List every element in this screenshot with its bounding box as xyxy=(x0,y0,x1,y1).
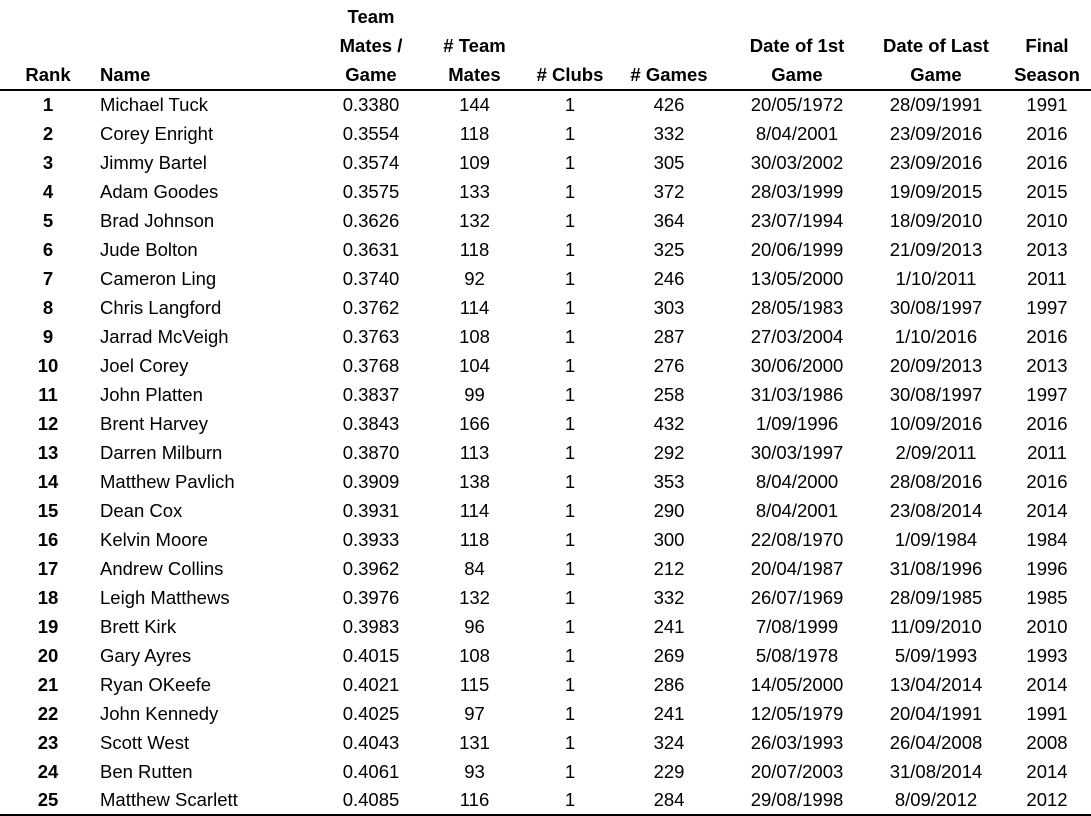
cell-name: Jarrad McVeigh xyxy=(100,325,229,347)
cell-final-season: 2014 xyxy=(1026,760,1068,782)
cell-num-team-mates: 131 xyxy=(459,731,490,753)
cell-date-last-game: 2/09/2011 xyxy=(895,441,977,463)
table-row xyxy=(0,554,1091,583)
cell-num-team-mates: 93 xyxy=(464,760,485,782)
cell-num-games: 426 xyxy=(653,94,685,115)
cell-date-last-game: 31/08/2014 xyxy=(889,760,983,782)
cell-final-season: 1991 xyxy=(1026,702,1068,724)
cell-num-team-mates: 144 xyxy=(459,94,490,115)
cell-num-clubs: 1 xyxy=(564,180,576,202)
header-num-games xyxy=(613,2,725,90)
cell-date-first-game: 8/04/2000 xyxy=(755,470,839,492)
cell-rank: 25 xyxy=(37,789,59,810)
cell-final-season: 2014 xyxy=(1026,673,1068,695)
cell-num-games: 284 xyxy=(653,789,685,810)
table-row xyxy=(0,380,1091,409)
cell-rank: 6 xyxy=(42,238,54,260)
cell-rank: 18 xyxy=(37,586,59,608)
cell-date-last-game: 26/04/2008 xyxy=(889,731,983,753)
cell-rank: 14 xyxy=(37,470,59,492)
cell-num-games: 300 xyxy=(653,528,685,550)
cell-rank: 5 xyxy=(42,209,54,231)
cell-num-games: 241 xyxy=(653,615,685,637)
cell-num-games: 287 xyxy=(653,325,685,347)
cell-num-games: 286 xyxy=(653,673,685,695)
cell-num-team-mates: 114 xyxy=(459,296,490,318)
cell-team-mates-per-game: 0.4021 xyxy=(342,673,400,695)
table-row xyxy=(0,467,1091,496)
cell-final-season: 2012 xyxy=(1026,789,1068,810)
cell-num-team-mates: 108 xyxy=(459,644,490,666)
table-row xyxy=(0,177,1091,206)
cell-num-games: 290 xyxy=(653,499,685,521)
cell-date-first-game: 1/09/1996 xyxy=(755,412,839,434)
table-row xyxy=(0,409,1091,438)
cell-final-season: 1991 xyxy=(1026,94,1068,115)
cell-name: Andrew Collins xyxy=(100,557,224,579)
table-row xyxy=(0,438,1091,467)
cell-team-mates-per-game: 0.3380 xyxy=(342,94,400,115)
header-date-first-game xyxy=(725,2,869,90)
cell-rank: 12 xyxy=(37,412,59,434)
cell-final-season: 1997 xyxy=(1026,296,1068,318)
table-row xyxy=(0,641,1091,670)
cell-name: Dean Cox xyxy=(100,499,183,521)
cell-num-clubs: 1 xyxy=(564,354,576,376)
cell-rank: 17 xyxy=(37,557,59,579)
cell-num-clubs: 1 xyxy=(564,122,576,144)
cell-num-games: 332 xyxy=(653,586,685,608)
cell-date-last-game: 20/04/1991 xyxy=(889,702,983,724)
cell-team-mates-per-game: 0.3768 xyxy=(342,354,400,376)
cell-final-season: 2016 xyxy=(1026,325,1068,347)
cell-num-team-mates: 115 xyxy=(459,673,490,695)
cell-name: Scott West xyxy=(100,731,190,753)
cell-date-first-game: 23/07/1994 xyxy=(750,209,844,231)
cell-num-clubs: 1 xyxy=(564,702,576,724)
header-rank xyxy=(0,2,96,90)
cell-num-team-mates: 109 xyxy=(459,151,490,173)
cell-num-games: 372 xyxy=(653,180,685,202)
cell-team-mates-per-game: 0.3962 xyxy=(342,557,400,579)
table-row xyxy=(0,293,1091,322)
cell-num-games: 353 xyxy=(653,470,685,492)
table-row xyxy=(0,612,1091,641)
cell-rank: 21 xyxy=(37,673,59,695)
table-row xyxy=(0,728,1091,757)
cell-rank: 9 xyxy=(42,325,54,347)
cell-rank: 1 xyxy=(42,94,54,115)
cell-date-first-game: 5/08/1978 xyxy=(755,644,839,666)
header-season-line-1: Final xyxy=(1025,35,1069,56)
cell-name: Cameron Ling xyxy=(100,267,217,289)
cell-num-games: 269 xyxy=(653,644,685,666)
header-tmpg-line-3: Game xyxy=(345,64,397,85)
cell-team-mates-per-game: 0.3631 xyxy=(342,238,400,260)
table-row xyxy=(0,670,1091,699)
cell-num-clubs: 1 xyxy=(564,383,576,405)
cell-date-first-game: 20/04/1987 xyxy=(750,557,844,579)
cell-num-team-mates: 138 xyxy=(459,470,490,492)
header-team-mates-line-1: # Team xyxy=(443,35,506,56)
cell-date-first-game: 14/05/2000 xyxy=(750,673,844,695)
cell-rank: 7 xyxy=(42,267,54,289)
cell-name: Darren Milburn xyxy=(100,441,223,463)
cell-name: Jimmy Bartel xyxy=(100,151,207,173)
cell-team-mates-per-game: 0.4061 xyxy=(342,760,400,782)
cell-final-season: 2010 xyxy=(1026,209,1068,231)
cell-num-games: 332 xyxy=(653,122,685,144)
cell-name: Brent Harvey xyxy=(100,412,208,434)
table-body xyxy=(0,90,1091,815)
cell-num-games: 229 xyxy=(653,760,685,782)
cell-name: Kelvin Moore xyxy=(100,528,208,550)
cell-name: Gary Ayres xyxy=(100,644,192,666)
cell-date-last-game: 13/04/2014 xyxy=(889,673,983,695)
header-season-line-2: Season xyxy=(1014,64,1080,85)
cell-date-first-game: 30/03/2002 xyxy=(750,151,844,173)
cell-num-team-mates: 166 xyxy=(459,412,490,434)
cell-rank: 4 xyxy=(42,180,54,202)
rankings-table xyxy=(0,2,1091,816)
cell-final-season: 2010 xyxy=(1026,615,1068,637)
cell-date-first-game: 31/03/1986 xyxy=(750,383,844,405)
cell-num-clubs: 1 xyxy=(564,644,576,666)
cell-num-team-mates: 96 xyxy=(464,615,485,637)
cell-team-mates-per-game: 0.3931 xyxy=(342,499,400,521)
cell-num-team-mates: 114 xyxy=(459,499,490,521)
cell-date-first-game: 28/05/1983 xyxy=(750,296,844,318)
cell-rank: 8 xyxy=(42,296,54,318)
cell-final-season: 2015 xyxy=(1026,180,1068,202)
cell-name: Michael Tuck xyxy=(100,94,208,115)
cell-num-team-mates: 108 xyxy=(459,325,490,347)
cell-date-first-game: 30/06/2000 xyxy=(750,354,844,376)
cell-date-last-game: 23/09/2016 xyxy=(889,151,983,173)
header-clubs-line: # Clubs xyxy=(536,64,604,85)
header-first-line-1: Date of 1st xyxy=(749,35,845,56)
cell-num-clubs: 1 xyxy=(564,412,576,434)
cell-team-mates-per-game: 0.4085 xyxy=(342,789,400,810)
table-row xyxy=(0,264,1091,293)
table-row xyxy=(0,699,1091,728)
header-num-clubs xyxy=(527,2,613,90)
cell-final-season: 2016 xyxy=(1026,412,1068,434)
header-last-line-1: Date of Last xyxy=(883,35,989,56)
header-last-line-2: Game xyxy=(910,64,962,85)
cell-date-first-game: 20/05/1972 xyxy=(750,94,844,115)
table-row xyxy=(0,525,1091,554)
cell-name: Adam Goodes xyxy=(100,180,219,202)
cell-date-first-game: 20/07/2003 xyxy=(750,760,844,782)
cell-rank: 23 xyxy=(37,731,59,753)
cell-date-first-game: 8/04/2001 xyxy=(755,122,839,144)
cell-team-mates-per-game: 0.3983 xyxy=(342,615,400,637)
header-games-line: # Games xyxy=(630,64,708,85)
header-team-mates-per-game xyxy=(320,2,422,90)
cell-name: Matthew Pavlich xyxy=(100,470,235,492)
cell-team-mates-per-game: 0.3574 xyxy=(342,151,400,173)
cell-final-season: 2013 xyxy=(1026,238,1068,260)
cell-final-season: 1993 xyxy=(1026,644,1068,666)
cell-date-last-game: 1/09/1984 xyxy=(894,528,978,550)
cell-name: Joel Corey xyxy=(100,354,189,376)
cell-name: Jude Bolton xyxy=(100,238,198,260)
cell-date-first-game: 12/05/1979 xyxy=(750,702,844,724)
cell-date-first-game: 13/05/2000 xyxy=(750,267,844,289)
cell-date-last-game: 21/09/2013 xyxy=(889,238,983,260)
cell-date-last-game: 31/08/1996 xyxy=(889,557,983,579)
cell-num-team-mates: 132 xyxy=(459,586,490,608)
cell-date-last-game: 1/10/2011 xyxy=(895,267,977,289)
cell-final-season: 1985 xyxy=(1026,586,1068,608)
cell-name: Chris Langford xyxy=(100,296,222,318)
cell-date-last-game: 10/09/2016 xyxy=(889,412,983,434)
cell-num-games: 325 xyxy=(653,238,685,260)
cell-num-clubs: 1 xyxy=(564,499,576,521)
cell-date-last-game: 28/09/1985 xyxy=(889,586,983,608)
cell-num-clubs: 1 xyxy=(564,151,576,173)
table-row xyxy=(0,235,1091,264)
header-tmpg-line-2: Mates / xyxy=(339,35,403,56)
cell-rank: 16 xyxy=(37,528,59,550)
cell-num-clubs: 1 xyxy=(564,731,576,753)
cell-num-games: 212 xyxy=(653,557,685,579)
cell-final-season: 2008 xyxy=(1026,731,1068,753)
cell-num-clubs: 1 xyxy=(564,615,576,637)
cell-team-mates-per-game: 0.4043 xyxy=(342,731,400,753)
table-row xyxy=(0,322,1091,351)
cell-date-first-game: 22/08/1970 xyxy=(750,528,844,550)
cell-num-team-mates: 116 xyxy=(459,789,490,810)
cell-name: John Kennedy xyxy=(100,702,219,724)
cell-team-mates-per-game: 0.3909 xyxy=(342,470,400,492)
table-row xyxy=(0,496,1091,525)
cell-num-team-mates: 118 xyxy=(459,528,490,550)
cell-num-clubs: 1 xyxy=(564,94,576,115)
cell-final-season: 2014 xyxy=(1026,499,1068,521)
cell-date-first-game: 26/03/1993 xyxy=(750,731,844,753)
cell-name: Brett Kirk xyxy=(100,615,177,637)
cell-team-mates-per-game: 0.4015 xyxy=(342,644,400,666)
cell-date-last-game: 30/08/1997 xyxy=(889,296,983,318)
cell-name: Corey Enright xyxy=(100,122,214,144)
cell-final-season: 2016 xyxy=(1026,470,1068,492)
cell-num-games: 324 xyxy=(653,731,685,753)
cell-num-team-mates: 104 xyxy=(459,354,490,376)
table-row xyxy=(0,583,1091,612)
cell-rank: 10 xyxy=(37,354,59,376)
cell-final-season: 2011 xyxy=(1027,441,1067,463)
header-team-mates-line-2: Mates xyxy=(448,64,501,85)
cell-num-games: 303 xyxy=(653,296,685,318)
cell-date-last-game: 23/09/2016 xyxy=(889,122,983,144)
cell-date-last-game: 5/09/1993 xyxy=(894,644,978,666)
cell-team-mates-per-game: 0.3762 xyxy=(342,296,400,318)
cell-num-clubs: 1 xyxy=(564,441,576,463)
cell-team-mates-per-game: 0.3575 xyxy=(342,180,400,202)
cell-num-clubs: 1 xyxy=(564,267,576,289)
cell-rank: 2 xyxy=(42,122,54,144)
table-row xyxy=(0,757,1091,786)
cell-final-season: 2013 xyxy=(1026,354,1068,376)
cell-num-games: 305 xyxy=(653,151,685,173)
cell-num-clubs: 1 xyxy=(564,325,576,347)
cell-rank: 19 xyxy=(37,615,59,637)
cell-num-team-mates: 118 xyxy=(459,238,490,260)
cell-num-clubs: 1 xyxy=(564,557,576,579)
header-final-season xyxy=(1003,2,1091,90)
cell-num-clubs: 1 xyxy=(564,296,576,318)
cell-num-games: 432 xyxy=(653,412,685,434)
cell-num-clubs: 1 xyxy=(564,760,576,782)
header-tmpg-line-1: Team xyxy=(347,6,395,27)
cell-num-team-mates: 92 xyxy=(464,267,485,289)
cell-team-mates-per-game: 0.3976 xyxy=(342,586,400,608)
cell-date-last-game: 23/08/2014 xyxy=(889,499,983,521)
cell-name: Ryan OKeefe xyxy=(100,673,212,695)
cell-num-games: 292 xyxy=(653,441,685,463)
cell-num-clubs: 1 xyxy=(564,528,576,550)
table-row xyxy=(0,786,1091,815)
cell-team-mates-per-game: 0.3870 xyxy=(342,441,400,463)
cell-num-clubs: 1 xyxy=(564,789,576,810)
cell-rank: 13 xyxy=(37,441,59,463)
cell-date-last-game: 19/09/2015 xyxy=(889,180,983,202)
cell-num-team-mates: 97 xyxy=(464,702,485,724)
cell-team-mates-per-game: 0.3843 xyxy=(342,412,400,434)
cell-name: Matthew Scarlett xyxy=(100,789,238,810)
cell-num-team-mates: 99 xyxy=(464,383,485,405)
cell-date-last-game: 20/09/2013 xyxy=(889,354,983,376)
cell-name: Leigh Matthews xyxy=(100,586,230,608)
cell-date-first-game: 30/03/1997 xyxy=(750,441,844,463)
cell-num-clubs: 1 xyxy=(564,238,576,260)
cell-date-first-game: 8/04/2001 xyxy=(755,499,839,521)
cell-name: Brad Johnson xyxy=(100,209,215,231)
cell-date-last-game: 28/08/2016 xyxy=(889,470,983,492)
table-row xyxy=(0,90,1091,119)
header-date-last-game xyxy=(869,2,1003,90)
cell-final-season: 2011 xyxy=(1027,267,1067,289)
cell-final-season: 2016 xyxy=(1026,151,1068,173)
table-row xyxy=(0,351,1091,380)
cell-final-season: 1996 xyxy=(1026,557,1068,579)
cell-date-last-game: 8/09/2012 xyxy=(894,789,978,810)
cell-num-team-mates: 118 xyxy=(459,122,490,144)
table-row xyxy=(0,206,1091,235)
cell-rank: 22 xyxy=(37,702,59,724)
cell-num-clubs: 1 xyxy=(564,209,576,231)
cell-num-team-mates: 84 xyxy=(464,557,485,579)
cell-date-last-game: 1/10/2016 xyxy=(894,325,978,347)
cell-date-last-game: 28/09/1991 xyxy=(889,94,983,115)
cell-date-last-game: 11/09/2010 xyxy=(890,615,982,637)
cell-num-games: 276 xyxy=(653,354,685,376)
table-row xyxy=(0,148,1091,177)
cell-rank: 24 xyxy=(37,760,59,782)
cell-team-mates-per-game: 0.3763 xyxy=(342,325,400,347)
cell-final-season: 2016 xyxy=(1026,122,1068,144)
cell-date-first-game: 26/07/1969 xyxy=(750,586,844,608)
header-name xyxy=(96,2,320,90)
cell-date-first-game: 20/06/1999 xyxy=(750,238,844,260)
cell-rank: 11 xyxy=(38,383,58,405)
header-first-line-2: Game xyxy=(771,64,823,85)
cell-team-mates-per-game: 0.3740 xyxy=(342,267,400,289)
cell-final-season: 1997 xyxy=(1026,383,1068,405)
header-row xyxy=(0,2,1091,90)
cell-num-games: 258 xyxy=(653,383,685,405)
cell-date-first-game: 27/03/2004 xyxy=(750,325,844,347)
cell-name: John Platten xyxy=(100,383,203,405)
cell-num-games: 241 xyxy=(653,702,685,724)
cell-num-clubs: 1 xyxy=(564,673,576,695)
header-name-line: Name xyxy=(100,64,151,85)
cell-num-games: 246 xyxy=(653,267,685,289)
cell-rank: 15 xyxy=(37,499,59,521)
cell-num-games: 364 xyxy=(653,209,685,231)
cell-date-first-game: 7/08/1999 xyxy=(755,615,839,637)
cell-num-team-mates: 132 xyxy=(459,209,490,231)
table-row xyxy=(0,119,1091,148)
cell-final-season: 1984 xyxy=(1026,528,1068,550)
cell-team-mates-per-game: 0.4025 xyxy=(342,702,400,724)
cell-date-last-game: 18/09/2010 xyxy=(889,209,983,231)
cell-num-team-mates: 133 xyxy=(459,180,490,202)
cell-team-mates-per-game: 0.3626 xyxy=(342,209,400,231)
cell-num-team-mates: 113 xyxy=(459,441,490,463)
table-header xyxy=(0,2,1091,90)
cell-date-first-game: 29/08/1998 xyxy=(750,789,844,810)
header-rank-line: Rank xyxy=(25,64,71,85)
cell-num-clubs: 1 xyxy=(564,470,576,492)
cell-team-mates-per-game: 0.3933 xyxy=(342,528,400,550)
cell-name: Ben Rutten xyxy=(100,760,193,782)
cell-num-clubs: 1 xyxy=(564,586,576,608)
cell-date-first-game: 28/03/1999 xyxy=(750,180,844,202)
cell-date-last-game: 30/08/1997 xyxy=(889,383,983,405)
cell-rank: 20 xyxy=(37,644,59,666)
cell-team-mates-per-game: 0.3837 xyxy=(342,383,400,405)
cell-rank: 3 xyxy=(42,151,54,173)
cell-team-mates-per-game: 0.3554 xyxy=(342,122,400,144)
header-num-team-mates xyxy=(422,2,527,90)
